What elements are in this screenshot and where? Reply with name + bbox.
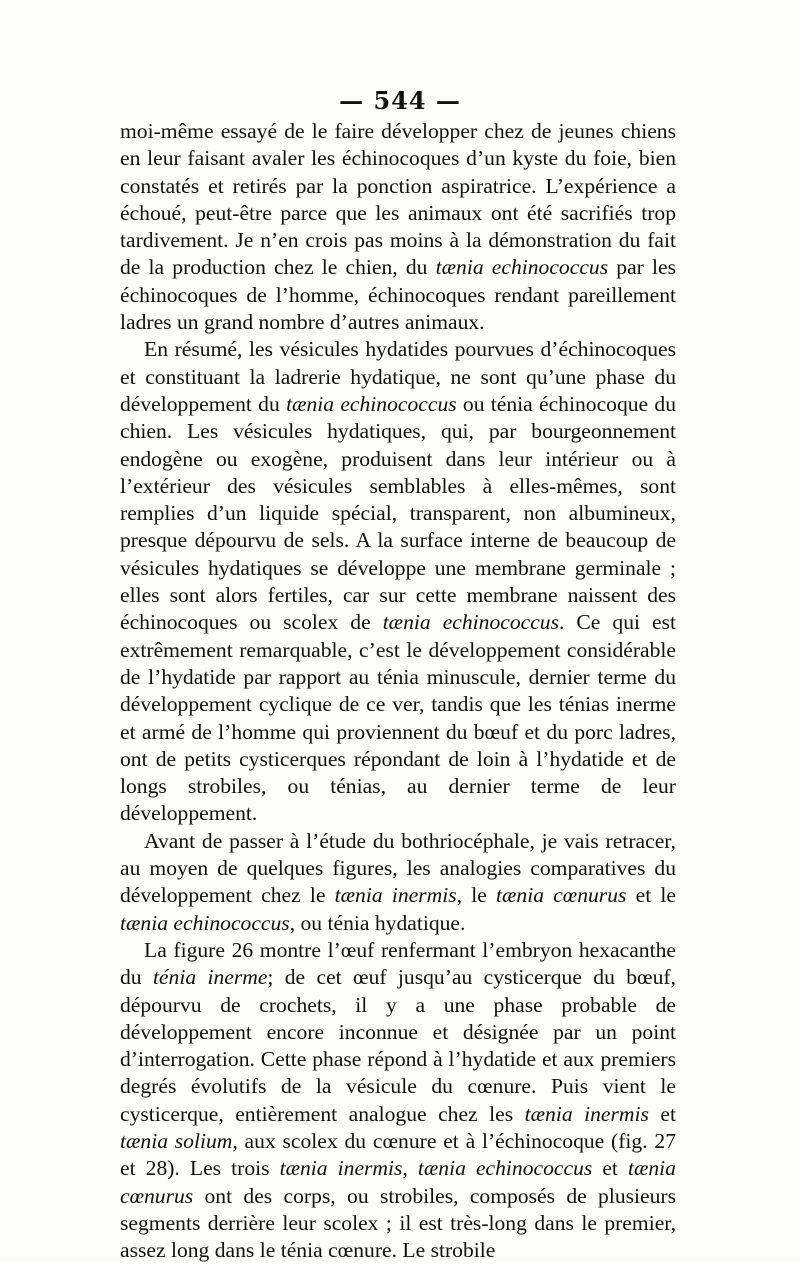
paragraph xyxy=(120,937,676,1264)
body-text xyxy=(120,118,676,1264)
text-run: et le xyxy=(626,883,676,908)
text-run: et xyxy=(648,1101,676,1126)
text-run: ont des corps, ou strobiles, composés de plusieurs segments derrière leur scolex ; il est très-long dans le premier, assez long dans le ténia cœnure. Le strobile xyxy=(120,1183,676,1263)
page-number: — 544 — xyxy=(339,86,461,115)
text-run: ou ténia échinocoque du chien. Les vésicules hydatiques, qui, par bourgeonnement endogène ou exogène, produisent dans leur intérieur ou à l’extérieur des vésicules semblables à elles-mêmes, sont remplies d’un liquide spécial, transparent, non albumineux, presque dépourvu de sels. A la surface interne de beaucoup de vésicules hydatiques se développe une membrane germinale ; elles sont alors fertiles, car sur cette membrane naissent des échinocoques ou scolex de xyxy=(120,391,676,635)
italic-term: tænia echinococcus xyxy=(120,910,290,935)
text-run: La figure 26 montre l’œuf renfermant l’embryon hexacanthe du xyxy=(120,937,676,990)
text-run: , ou ténia hydatique. xyxy=(289,910,466,935)
text-run: En résumé, les vésicules hydatides pourvues d’échinocoques et constituant la ladrerie hydatique, ne sont qu’une phase du développement du xyxy=(120,337,676,416)
italic-term: tænia solium xyxy=(120,1128,233,1153)
text-run: Avant de passer à l’étude du bothriocéphale, je vais retracer, au moyen de quelques figures, les analogies comparatives du développement chez le xyxy=(120,828,676,908)
italic-term: tænia inermis, tænia echinococcus xyxy=(279,1156,593,1181)
paragraph xyxy=(120,828,676,937)
text-run: moi-même essayé de le faire développer chez de jeunes chiens en leur faisant avaler les échinocoques d’un kyste du foie, bien constatés et retirés par la ponction aspiratrice. L’expérience a échoué, peut-être parce que les animaux ont été sacrifiés trop tardivement. Je n’en crois pas moins à la démonstration du fait de la production chez le chien, du xyxy=(120,119,676,280)
italic-term: tænia echinococcus xyxy=(435,255,609,280)
italic-term: tænia echinococcus xyxy=(286,391,457,416)
italic-term: tænia inermis xyxy=(524,1101,649,1126)
text-run: par les échinocoques de l’homme, échinocoques rendant pareillement ladres un grand nombre d’autres animaux. xyxy=(120,255,677,335)
paragraph xyxy=(120,118,676,336)
italic-term: tænia echinococcus xyxy=(382,610,559,635)
text-run: , le xyxy=(456,883,497,908)
text-run: ; de cet œuf jusqu’au cysticerque du bœuf, dépourvu de crochets, il y a une phase probable de développement encore inconnue et désignée par un point d’interrogation. Cette phase répond à l’hydatide et aux premiers degrés évolutifs de la vésicule du cœnure. Puis vient le cysticerque, entièrement analogue chez les xyxy=(120,965,676,1126)
text-run: . Ce qui est extrêmement remarquable, c’est le développement considérable de l’hydatide par rapport au ténia minuscule, dernier terme du développement cyclique de ce ver, tandis que les ténias inerme et armé de l’homme qui proviennent du bœuf et du porc ladres, ont de petits cysticerques répondant de loin à l’hydatide et de longs strobiles, ou ténias, au dernier terme de leur développement. xyxy=(120,610,676,826)
paragraph xyxy=(120,336,676,827)
text-run: , aux scolex du cœnure et à l’échinocoque (fig. 27 et 28). Les trois xyxy=(120,1128,676,1181)
italic-term: tænia cœnurus xyxy=(120,1156,676,1208)
italic-term: tænia cœnurus xyxy=(496,883,627,908)
italic-term: tænia inermis xyxy=(334,883,457,908)
text-run: et xyxy=(592,1156,628,1181)
italic-term: ténia inerme xyxy=(152,965,268,990)
